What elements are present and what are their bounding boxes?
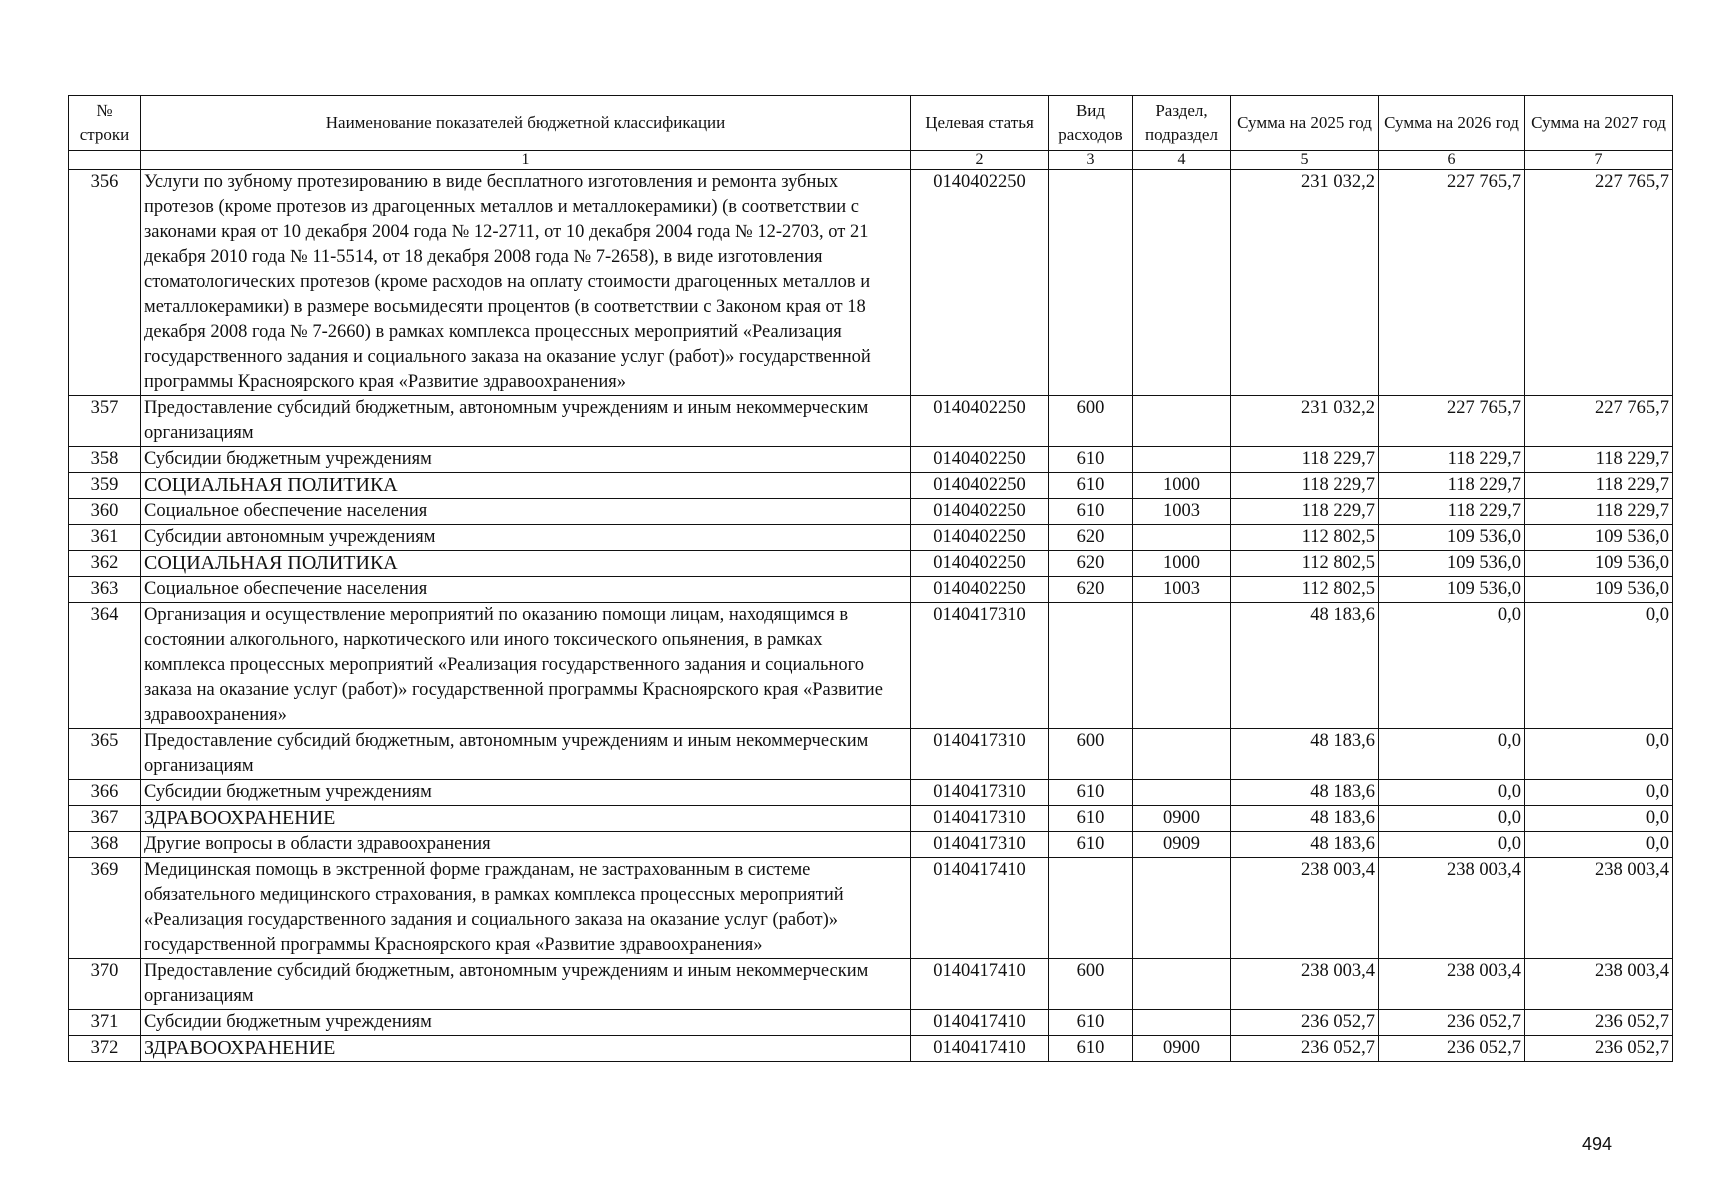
section-code: [1133, 729, 1231, 780]
header-row-number: № строки: [69, 96, 141, 151]
section-code: [1133, 525, 1231, 551]
section-code: 1000: [1133, 551, 1231, 577]
section-code: 1000: [1133, 473, 1231, 499]
table-row: [69, 551, 1673, 577]
row-number: 370: [69, 959, 141, 1010]
row-number: 372: [69, 1036, 141, 1062]
sum-2027: 109 536,0: [1525, 525, 1673, 551]
section-code: [1133, 858, 1231, 959]
indicator-name: ЗДРАВООХРАНЕНИЕ: [141, 1036, 911, 1062]
section-code: [1133, 959, 1231, 1010]
indicator-name: Медицинская помощь в экстренной форме гражданам, не застрахованным в системе обязательного медицинского страхования, в рамках комплекса процессных мероприятий «Реализация государственного задания и социального заказа на оказание услуг (работ)» государственной программы Красноярского края «Развитие здравоохранения»: [141, 858, 911, 959]
target-article: 0140417410: [911, 959, 1049, 1010]
target-article: 0140417310: [911, 729, 1049, 780]
expense-type: 610: [1049, 832, 1133, 858]
section-code: 1003: [1133, 577, 1231, 603]
sum-2027: 0,0: [1525, 729, 1673, 780]
row-number: 371: [69, 1010, 141, 1036]
sum-2025: 118 229,7: [1231, 499, 1379, 525]
table-row: [69, 499, 1673, 525]
section-code: 0900: [1133, 1036, 1231, 1062]
expense-type: [1049, 170, 1133, 396]
header-sum-2027: Сумма на 2027 год: [1525, 96, 1673, 151]
column-number: 5: [1231, 151, 1379, 170]
sum-2025: 112 802,5: [1231, 577, 1379, 603]
row-number: 356: [69, 170, 141, 396]
indicator-name: Социальное обеспечение населения: [141, 577, 911, 603]
sum-2025: 231 032,2: [1231, 396, 1379, 447]
expense-type: 620: [1049, 551, 1133, 577]
header-name: Наименование показателей бюджетной классификации: [141, 96, 911, 151]
sum-2026: 0,0: [1379, 806, 1525, 832]
target-article: 0140417310: [911, 603, 1049, 729]
sum-2027: 0,0: [1525, 603, 1673, 729]
expense-type: [1049, 858, 1133, 959]
sum-2025: 118 229,7: [1231, 473, 1379, 499]
target-article: 0140417310: [911, 780, 1049, 806]
sum-2026: 238 003,4: [1379, 959, 1525, 1010]
row-number: 360: [69, 499, 141, 525]
indicator-name: Социальное обеспечение населения: [141, 499, 911, 525]
expense-type: 620: [1049, 525, 1133, 551]
sum-2026: 0,0: [1379, 603, 1525, 729]
target-article: 0140417310: [911, 832, 1049, 858]
expense-type: 610: [1049, 499, 1133, 525]
sum-2027: 238 003,4: [1525, 959, 1673, 1010]
indicator-name: Субсидии бюджетным учреждениям: [141, 447, 911, 473]
sum-2025: 238 003,4: [1231, 959, 1379, 1010]
sum-2026: 0,0: [1379, 832, 1525, 858]
header-sum-2026: Сумма на 2026 год: [1379, 96, 1525, 151]
section-code: [1133, 396, 1231, 447]
sum-2025: 112 802,5: [1231, 551, 1379, 577]
target-article: 0140402250: [911, 447, 1049, 473]
expense-type: 600: [1049, 729, 1133, 780]
target-article: 0140402250: [911, 473, 1049, 499]
sum-2026: 118 229,7: [1379, 473, 1525, 499]
table-row: [69, 780, 1673, 806]
expense-type: [1049, 603, 1133, 729]
column-number: 2: [911, 151, 1049, 170]
sum-2027: 109 536,0: [1525, 551, 1673, 577]
sum-2026: 227 765,7: [1379, 396, 1525, 447]
indicator-name: Субсидии бюджетным учреждениям: [141, 1010, 911, 1036]
table-row: [69, 577, 1673, 603]
section-code: [1133, 1010, 1231, 1036]
table-row: [69, 603, 1673, 729]
column-number: 3: [1049, 151, 1133, 170]
header-expense-type: Вид расходов: [1049, 96, 1133, 151]
table-row: [69, 1010, 1673, 1036]
table-row: [69, 858, 1673, 959]
sum-2025: 236 052,7: [1231, 1036, 1379, 1062]
header-section: Раздел, подраздел: [1133, 96, 1231, 151]
header-row: [69, 96, 1673, 151]
table-row: [69, 170, 1673, 396]
row-number: 363: [69, 577, 141, 603]
column-number: 1: [141, 151, 911, 170]
budget-table: [68, 95, 1673, 1062]
sum-2025: 48 183,6: [1231, 832, 1379, 858]
table-body: [69, 170, 1673, 1062]
expense-type: 600: [1049, 959, 1133, 1010]
expense-type: 610: [1049, 1010, 1133, 1036]
sum-2026: 109 536,0: [1379, 551, 1525, 577]
column-number: 7: [1525, 151, 1673, 170]
sum-2026: 0,0: [1379, 729, 1525, 780]
sum-2026: 236 052,7: [1379, 1010, 1525, 1036]
section-code: [1133, 170, 1231, 396]
target-article: 0140402250: [911, 525, 1049, 551]
row-number: 366: [69, 780, 141, 806]
sum-2025: 48 183,6: [1231, 729, 1379, 780]
expense-type: 610: [1049, 447, 1133, 473]
expense-type: 610: [1049, 1036, 1133, 1062]
table-row: [69, 959, 1673, 1010]
indicator-name: Субсидии бюджетным учреждениям: [141, 780, 911, 806]
sum-2027: 236 052,7: [1525, 1010, 1673, 1036]
indicator-name: СОЦИАЛЬНАЯ ПОЛИТИКА: [141, 551, 911, 577]
sum-2027: 118 229,7: [1525, 499, 1673, 525]
sum-2027: 118 229,7: [1525, 447, 1673, 473]
table-row: [69, 729, 1673, 780]
sum-2026: 227 765,7: [1379, 170, 1525, 396]
sum-2027: 0,0: [1525, 832, 1673, 858]
target-article: 0140417410: [911, 1036, 1049, 1062]
section-code: [1133, 780, 1231, 806]
page-number: 494: [1582, 1134, 1613, 1154]
header-sum-2025: Сумма на 2025 год: [1231, 96, 1379, 151]
row-number: 365: [69, 729, 141, 780]
sum-2025: 231 032,2: [1231, 170, 1379, 396]
header-target-article: Целевая статья: [911, 96, 1049, 151]
sum-2026: 118 229,7: [1379, 499, 1525, 525]
sum-2025: 112 802,5: [1231, 525, 1379, 551]
column-number-row: [69, 151, 1673, 170]
row-number: 358: [69, 447, 141, 473]
target-article: 0140402250: [911, 551, 1049, 577]
column-number: 6: [1379, 151, 1525, 170]
row-number: 369: [69, 858, 141, 959]
sum-2026: 0,0: [1379, 780, 1525, 806]
section-code: [1133, 603, 1231, 729]
sum-2027: 109 536,0: [1525, 577, 1673, 603]
section-code: 0900: [1133, 806, 1231, 832]
row-number: 368: [69, 832, 141, 858]
target-article: 0140402250: [911, 170, 1049, 396]
section-code: [1133, 447, 1231, 473]
expense-type: 600: [1049, 396, 1133, 447]
indicator-name: Предоставление субсидий бюджетным, автономным учреждениям и иным некоммерческим организациям: [141, 959, 911, 1010]
sum-2027: 0,0: [1525, 780, 1673, 806]
target-article: 0140417410: [911, 858, 1049, 959]
indicator-name: СОЦИАЛЬНАЯ ПОЛИТИКА: [141, 473, 911, 499]
section-code: 0909: [1133, 832, 1231, 858]
sum-2027: 238 003,4: [1525, 858, 1673, 959]
expense-type: 620: [1049, 577, 1133, 603]
indicator-name: Услуги по зубному протезированию в виде бесплатного изготовления и ремонта зубных протезов (кроме протезов из драгоценных металлов и металлокерамики) (в соответствии с законами края от 10 декабря 2004 года № 12-2711, от 10 декабря 2004 года № 12-2703, от 21 декабря 2010 года № 11-5514, от 18 декабря 2008 года № 7-2658), в виде изготовления стоматологических протезов (кроме расходов на оплату стоимости драгоценных металлов и металлокерамики) в размере восьмидесяти процентов (в соответствии с Законом края от 18 декабря 2008 года № 7-2660) в рамках комплекса процессных мероприятий «Реализация государственного задания и социального заказа на оказание услуг (работ)» государственной программы Красноярского края «Развитие здравоохранения»: [141, 170, 911, 396]
table-row: [69, 473, 1673, 499]
sum-2026: 236 052,7: [1379, 1036, 1525, 1062]
sum-2027: 118 229,7: [1525, 473, 1673, 499]
table-row: [69, 525, 1673, 551]
column-number: [69, 151, 141, 170]
indicator-name: ЗДРАВООХРАНЕНИЕ: [141, 806, 911, 832]
sum-2027: 236 052,7: [1525, 1036, 1673, 1062]
sum-2025: 48 183,6: [1231, 603, 1379, 729]
table-row: [69, 806, 1673, 832]
column-number: 4: [1133, 151, 1231, 170]
sum-2026: 238 003,4: [1379, 858, 1525, 959]
indicator-name: Другие вопросы в области здравоохранения: [141, 832, 911, 858]
row-number: 362: [69, 551, 141, 577]
sum-2025: 118 229,7: [1231, 447, 1379, 473]
row-number: 359: [69, 473, 141, 499]
sum-2026: 109 536,0: [1379, 525, 1525, 551]
row-number: 367: [69, 806, 141, 832]
table-row: [69, 447, 1673, 473]
expense-type: 610: [1049, 473, 1133, 499]
expense-type: 610: [1049, 780, 1133, 806]
row-number: 364: [69, 603, 141, 729]
target-article: 0140417310: [911, 806, 1049, 832]
target-article: 0140417410: [911, 1010, 1049, 1036]
expense-type: 610: [1049, 806, 1133, 832]
indicator-name: Предоставление субсидий бюджетным, автономным учреждениям и иным некоммерческим организациям: [141, 729, 911, 780]
indicator-name: Субсидии автономным учреждениям: [141, 525, 911, 551]
table-row: [69, 1036, 1673, 1062]
row-number: 361: [69, 525, 141, 551]
target-article: 0140402250: [911, 396, 1049, 447]
table-row: [69, 396, 1673, 447]
row-number: 357: [69, 396, 141, 447]
sum-2026: 109 536,0: [1379, 577, 1525, 603]
sum-2025: 236 052,7: [1231, 1010, 1379, 1036]
sum-2027: 227 765,7: [1525, 396, 1673, 447]
target-article: 0140402250: [911, 577, 1049, 603]
sum-2027: 227 765,7: [1525, 170, 1673, 396]
sum-2026: 118 229,7: [1379, 447, 1525, 473]
sum-2027: 0,0: [1525, 806, 1673, 832]
section-code: 1003: [1133, 499, 1231, 525]
sum-2025: 48 183,6: [1231, 806, 1379, 832]
target-article: 0140402250: [911, 499, 1049, 525]
table-row: [69, 832, 1673, 858]
sum-2025: 238 003,4: [1231, 858, 1379, 959]
indicator-name: Предоставление субсидий бюджетным, автономным учреждениям и иным некоммерческим организациям: [141, 396, 911, 447]
indicator-name: Организация и осуществление мероприятий по оказанию помощи лицам, находящимся в состоянии алкогольного, наркотического или иного токсического опьянения, в рамках комплекса процессных мероприятий «Реализация государственного задания и социального заказа на оказание услуг (работ)» государственной программы Красноярского края «Развитие здравоохранения»: [141, 603, 911, 729]
sum-2025: 48 183,6: [1231, 780, 1379, 806]
